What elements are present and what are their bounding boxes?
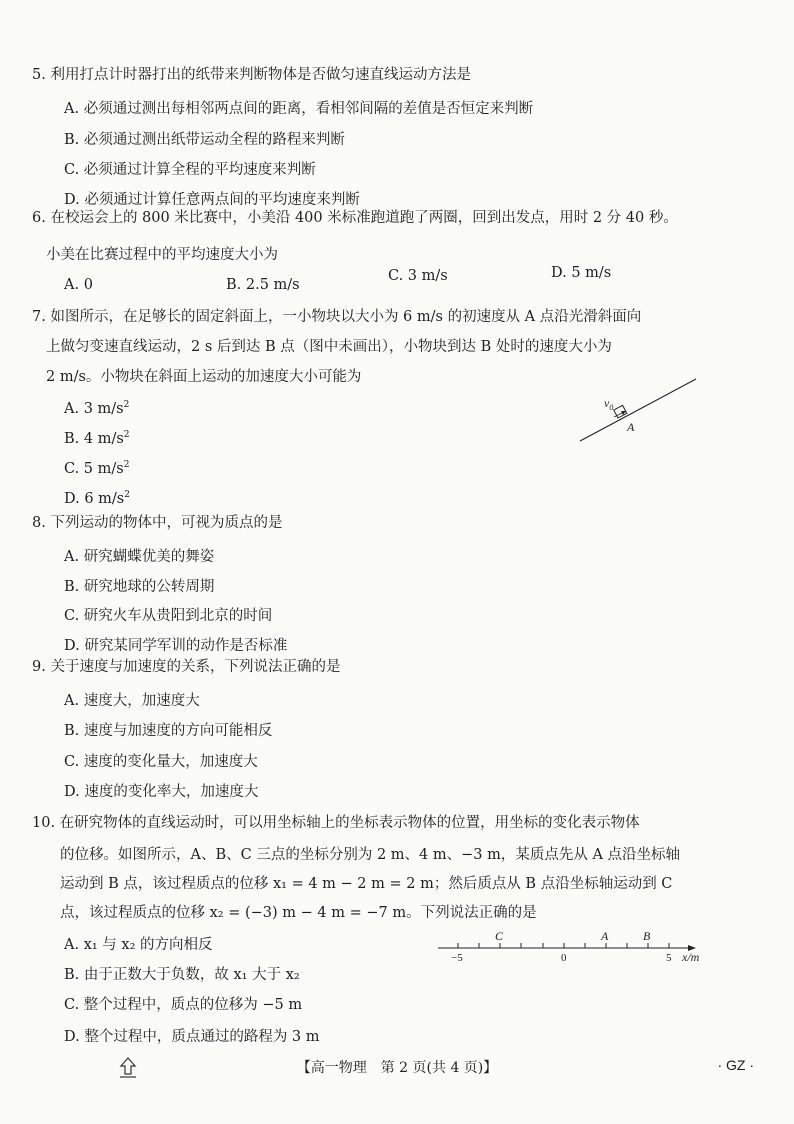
axis-label-b: B	[643, 929, 651, 943]
q8-option-d: D. 研究某同学军训的动作是否标准	[64, 638, 288, 654]
footer-code: · GZ ·	[717, 1057, 754, 1073]
axis-tick-neg5: −5	[451, 952, 463, 964]
q10-stem-line1: 10. 在研究物体的直线运动时，可以用坐标轴上的坐标表示物体的位置，用坐标的变化表示物体	[32, 815, 640, 831]
q7-option-d: D. 6 $m/s^2$	[64, 490, 130, 507]
q10-stem-line2: 的位移。如图所示，A、B、C 三点的坐标分别为 2 m、4 m、−3 m，某质点先从 A 点沿坐标轴	[60, 847, 681, 863]
axis-ticks	[458, 943, 669, 948]
q5-option-d: D. 必须通过计算任意两点间的平均速度来判断	[64, 192, 360, 208]
number-line-figure	[430, 928, 720, 968]
axis-unit: x/m	[682, 950, 700, 964]
q5-option-c: C. 必须通过计算全程的平均速度来判断	[64, 162, 316, 178]
q7-option-c: C. 5 $m/s^2$	[64, 460, 130, 477]
page-footer: 【高一物理 第 2 页(共 4 页)】	[296, 1060, 498, 1076]
q9-option-a: A. 速度大，加速度大	[64, 693, 200, 709]
q5-option-a: A. 必须通过测出每相邻两点间的距离，看相邻间隔的差值是否恒定来判断	[64, 101, 534, 117]
q7-option-b: B. 4 $m/s^2$	[64, 430, 130, 447]
q10-stem-line4: 点，该过程质点的位移 x₂ = (−3) m − 4 m = −7 m。下列说法正确的是	[60, 905, 537, 921]
q6-option-b: B. 2.5 m/s	[226, 277, 300, 293]
q5-option-b: B. 必须通过测出纸带运动全程的路程来判断	[64, 132, 345, 148]
q6-stem-line2: 小美在比赛过程中的平均速度大小为	[46, 247, 278, 263]
q10-option-d: D. 整个过程中，质点通过的路程为 3 m	[64, 1029, 320, 1045]
q10-option-a: A. x₁ 与 x₂ 的方向相反	[64, 937, 213, 953]
q9-option-c: C. 速度的变化量大，加速度大	[64, 754, 258, 770]
q7-option-a: A. 3 $m/s^2$	[64, 400, 130, 417]
q6-option-c: C. 3 m/s	[388, 268, 448, 284]
incline-line	[580, 379, 696, 441]
q10-option-b: B. 由于正数大于负数，故 x₁ 大于 x₂	[64, 967, 300, 983]
q7-stem-line1: 7. 如图所示，在足够长的固定斜面上，一小物块以大小为 6 m/s 的初速度从 A 点沿光滑斜面向	[32, 309, 642, 325]
axis-tick-5: 5	[666, 952, 672, 964]
axis-label-c: C	[495, 929, 504, 943]
q6-option-a: A. 0	[64, 277, 93, 293]
q8-option-c: C. 研究火车从贵阳到北京的时间	[64, 608, 273, 624]
q9-option-b: B. 速度与加速度的方向可能相反	[64, 723, 273, 739]
q10-option-c: C. 整个过程中，质点的位移为 −5 m	[64, 997, 303, 1013]
v0-label: $v_0$	[604, 396, 614, 412]
q7-stem-line2: 上做匀变速直线运动，2 s 后到达 B 点（图中未画出），小物块到达 B 处时的速度大小为	[46, 339, 612, 355]
point-a-label: A	[627, 420, 635, 434]
q10-stem-line3: 运动到 B 点，该过程质点的位移 x₁ = 4 m − 2 m = 2 m；然后质点从 B 点沿坐标轴运动到 C	[60, 876, 673, 892]
q5-stem: 5. 利用打点计时器打出的纸带来判断物体是否做匀速直线运动方法是	[32, 67, 471, 83]
q8-option-a: A. 研究蝴蝶优美的舞姿	[64, 549, 215, 565]
q9-stem: 9. 关于速度与加速度的关系，下列说法正确的是	[32, 659, 341, 675]
q9-option-d: D. 速度的变化率大，加速度大	[64, 784, 259, 800]
q7-stem-line3: 2 m/s。小物块在斜面上运动的加速度大小可能为	[46, 369, 362, 385]
q8-option-b: B. 研究地球的公转周期	[64, 579, 215, 595]
q6-stem-line1: 6. 在校运会上的 800 米比赛中，小美沿 400 米标准跑道跑了两圈，回到出发点，用时 2 分 40 秒。	[32, 210, 678, 226]
incline-figure	[570, 375, 700, 445]
axis-label-a: A	[601, 929, 609, 943]
q6-option-d: D. 5 m/s	[551, 265, 612, 281]
q8-stem: 8. 下列运动的物体中，可视为质点的是	[32, 515, 283, 531]
axis-tick-0: 0	[561, 952, 567, 964]
